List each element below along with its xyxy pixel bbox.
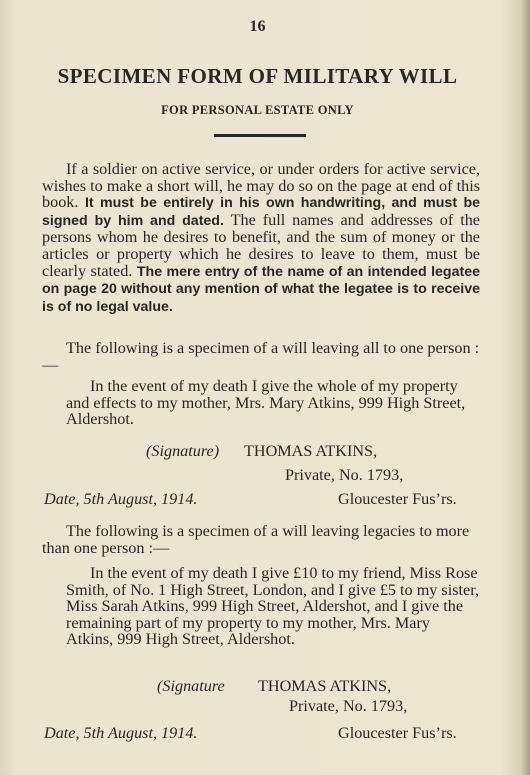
intro-text-2: The full names and addresses of the persons whom he desires to benefit, and the sum of money or the articles or property which he desires to leave to them, must be clearly stated. xyxy=(42,210,480,280)
example2-date: Date, 5th August, 1914. xyxy=(44,724,198,742)
example2-signature-name: THOMAS ATKINS, xyxy=(258,677,392,695)
example1-regiment: Gloucester Fus’rs. xyxy=(338,490,457,508)
example1-date: Date, 5th August, 1914. xyxy=(44,490,198,508)
page-subtitle: FOR PERSONAL ESTATE ONLY xyxy=(161,103,354,117)
example1-rank: Private, No. 1793, xyxy=(285,466,404,484)
example1-will-text: In the event of my death I give the whole of my property and effects to my mother, Mrs. Mary Atkins, 999 High Street, Aldershot. xyxy=(66,377,466,429)
example2-lead: The following is a specimen of a will leaving legacies to more than one person :— xyxy=(42,522,470,557)
intro-bold-1: It must be entirely in his own handwriting, and must be signed by him and dated. xyxy=(42,195,481,229)
intro-paragraph xyxy=(42,161,480,315)
title-divider xyxy=(214,134,306,137)
page-spine-shadow xyxy=(522,0,530,775)
example2-regiment: Gloucester Fus’rs. xyxy=(338,724,457,742)
example1-signature-label: (Signature) xyxy=(146,442,220,460)
page-title: SPECIMEN FORM OF MILITARY WILL xyxy=(57,64,458,88)
example1-lead: The following is a specimen of a will leaving all to one person :— xyxy=(42,339,480,374)
intro-text-1: If a soldier on active service, or under orders for active service, wishes to make a short will, he may do so on the page at end of this book. xyxy=(42,160,480,212)
example2-will-text: In the event of my death I give £10 to my friend, Miss Rose Smith, of No. 1 High Street, London, and I give £5 to my sister, Miss Sarah Atkins, 999 High Street, Aldershot, and I give the remaining part of my property to my mother, Mrs. Mary Atkins, 999 High Street, Aldershot. xyxy=(66,564,479,649)
intro-bold-2: The mere entry of the name of an intended legatee on page 20 without any mention of what the legatee is to receive is of no legal value. xyxy=(42,263,480,315)
example2-signature-label: (Signature xyxy=(157,677,225,695)
page-number: 16 xyxy=(249,18,266,35)
example1-signature-name: THOMAS ATKINS, xyxy=(244,442,378,460)
example2-rank: Private, No. 1793, xyxy=(289,697,408,715)
